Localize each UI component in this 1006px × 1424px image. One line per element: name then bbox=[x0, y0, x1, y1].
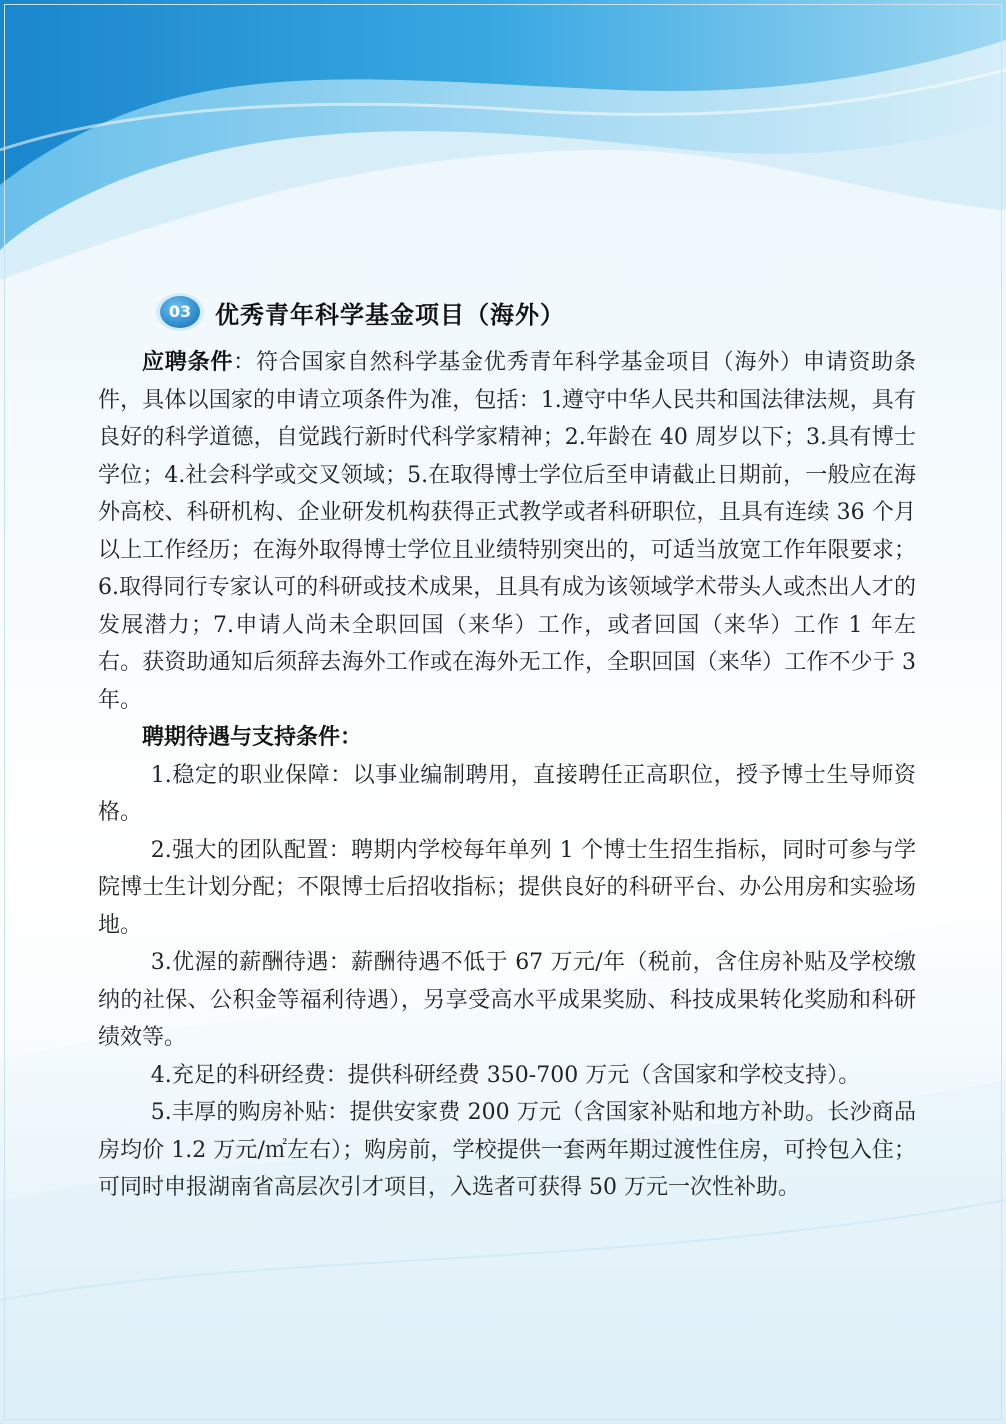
main-content bbox=[98, 292, 916, 1207]
benefit-item-3: 3.优渥的薪酬待遇：薪酬待遇不低于 67 万元/年（税前，含住房补贴及学校缴纳的社保、公积金等福利待遇），另享受高水平成果奖励、科技成果转化奖励和科研绩效等。 bbox=[98, 950, 916, 1050]
benefit-item-5: 5.丰厚的购房补贴：提供安家费 200 万元（含国家补贴和地方补助。长沙商品房均价 1.2 万元/㎡左右）；购房前，学校提供一套两年期过渡性住房，可拎包入住；可同时申报湖南省高层次引才项目，入选者可获得 50 万元一次性补助。 bbox=[98, 1100, 916, 1200]
benefit-item-2: 2.强大的团队配置：聘期内学校每年单列 1 个博士生招生指标，同时可参与学院博士生计划分配；不限博士后招收指标；提供良好的科研平台、办公用房和实验场地。 bbox=[98, 837, 916, 938]
benefits-label: 聘期待遇与支持条件： bbox=[142, 725, 363, 750]
section-number: 03 bbox=[168, 302, 192, 321]
benefit-item-4: 4.充足的科研经费：提供科研经费 350-700 万元（含国家和学校支持）。 bbox=[150, 1062, 861, 1088]
benefits-heading bbox=[98, 719, 916, 757]
requirements-paragraph bbox=[98, 344, 916, 719]
section-title: 优秀青年科学基金项目（海外） bbox=[215, 300, 565, 329]
section-number-badge bbox=[155, 292, 205, 332]
requirements-text: 符合国家自然科学基金优秀青年科学基金项目（海外）申请资助条件，具体以国家的申请立项条件为准，包括：1.遵守中华人民共和国法律法规，具有良好的科学道德，自觉践行新时代科学家精神；2.年龄在 40 周岁以下；3.具有博士学位；4.社会科学或交叉领域；5.在取得博士学位后至申请截止日期前，一般应在海外高校、科研机构、企业研发机构获得正式教学或者科研职位，且具有连续 36 个月以上工作经历；在海外取得博士学位且业绩特别突出的，可适当放宽工作年限要求；6.取得同行专家认可的科研或技术成果，且具有成为该领域学术带头人或杰出人才的发展潜力；7.申请人尚未全职回国（来华）工作，或者回国（来华）工作 1 年左右。获资助通知后须辞去海外工作或在海外无工作，全职回国（来华）工作不少于 3 年。 bbox=[98, 350, 916, 713]
requirements-label: 应聘条件 bbox=[142, 350, 234, 375]
section-header bbox=[98, 292, 916, 332]
requirements-colon: ： bbox=[233, 350, 256, 375]
benefit-item-1: 1.稳定的职业保障：以事业编制聘用，直接聘任正高职位，授予博士生导师资格。 bbox=[98, 762, 916, 825]
